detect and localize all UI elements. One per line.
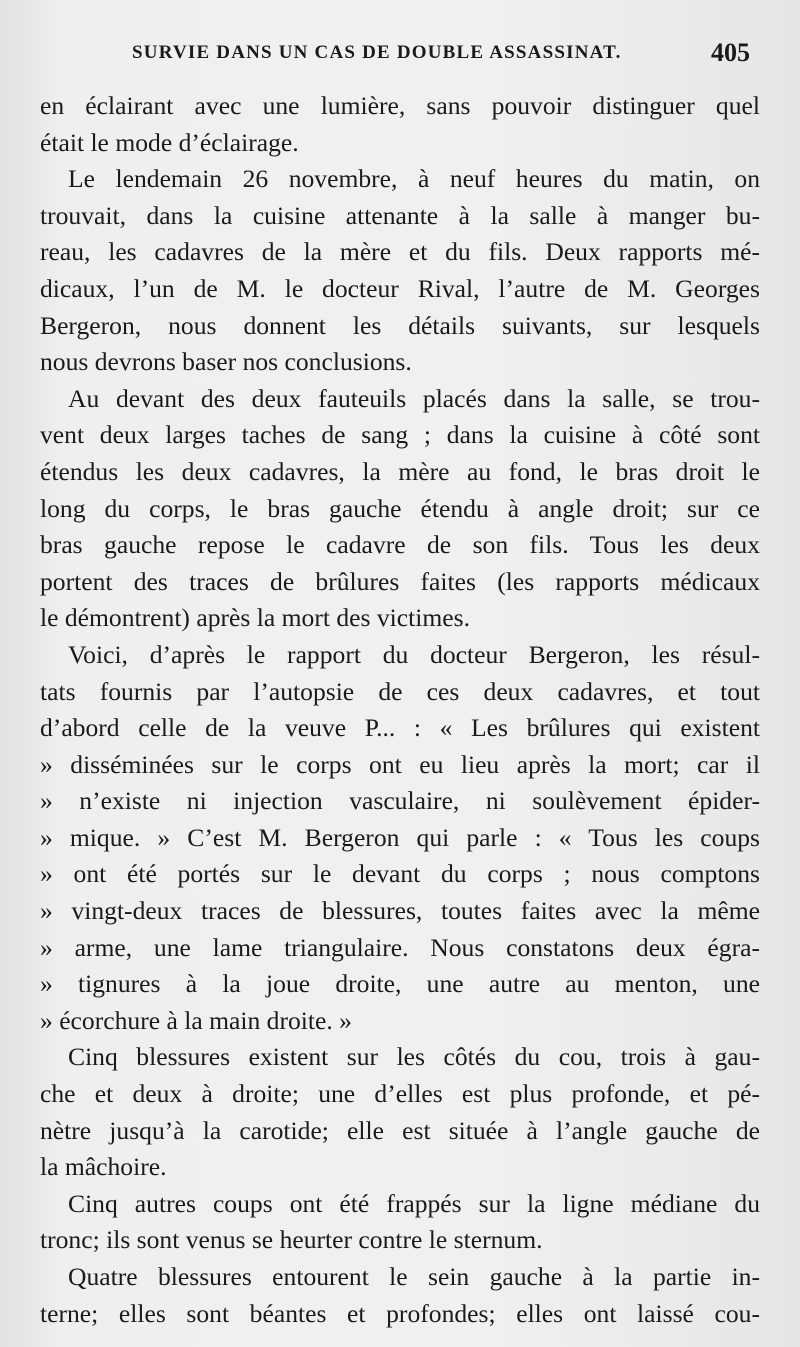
text-line: le démontrent) après la mort des victimes. <box>40 603 470 633</box>
text-line: Voici, d’après le rapport du docteur Bergeron, les résul- <box>68 639 760 669</box>
text-line: che et deux à droite; une d’elles est plus profonde, et pé- <box>40 1079 760 1109</box>
text-line: en éclairant avec une lumière, sans pouvoir distinguer quel <box>40 91 760 120</box>
text-line: nous devrons baser nos conclusions. <box>40 347 412 377</box>
text-line: » ont été portés sur le devant du corps ; nous comptons <box>40 859 760 889</box>
text-line: tats fournis par l’autopsie de ces deux cadavres, et tout <box>40 676 760 706</box>
text-line: d’abord celle de la veuve P... : « Les brûlures qui existent <box>40 713 760 743</box>
text-line: Le lendemain 26 novembre, à neuf heures du matin, on <box>68 164 760 194</box>
text-line: long du corps, le bras gauche étendu à angle droit; sur ce <box>40 493 760 523</box>
text-line: » tignures à la joue droite, une autre au menton, une <box>40 969 760 999</box>
text-line: tronc; ils sont venus se heurter contre le sternum. <box>40 1225 543 1255</box>
text-line: Quatre blessures entourent le sein gauche à la partie in- <box>68 1262 760 1291</box>
running-head <box>40 0 760 88</box>
text-line: portent des traces de brûlures faites (les rapports médicaux <box>40 566 760 596</box>
text-line: nètre jusqu’à la carotide; elle est située à l’angle gauche de <box>40 1115 760 1145</box>
text-line: » arme, une lame triangulaire. Nous constatons deux égra- <box>40 932 760 962</box>
text-line: » n’existe ni injection vasculaire, ni soulèvement épider- <box>40 786 760 816</box>
text-line: reau, les cadavres de la mère et du fils. Deux rapports mé- <box>40 237 760 267</box>
text-line: était le mode d’éclairage. <box>40 127 299 157</box>
text-line: trouvait, dans la cuisine attenante à la salle à manger bu- <box>40 200 760 230</box>
text-line: bras gauche repose le cadavre de son fils. Tous les deux <box>40 530 760 560</box>
text-line: Cinq autres coups ont été frappés sur la ligne médiane du <box>68 1188 760 1218</box>
body-text <box>40 88 760 1332</box>
text-line: Cinq blessures existent sur les côtés du cou, trois à gau- <box>68 1042 760 1072</box>
text-line: » vingt-deux traces de blessures, toutes faites avec la même <box>40 896 760 926</box>
text-line: Au devant des deux fauteuils placés dans la salle, se trou- <box>68 383 760 413</box>
text-line: vent deux larges taches de sang ; dans la cuisine à côté sont <box>40 420 760 450</box>
running-title: SURVIE DANS UN CAS DE DOUBLE ASSASSINAT. <box>132 42 622 63</box>
page-number: 405 <box>711 38 750 67</box>
text-line: » disséminées sur le corps ont eu lieu après la mort; car il <box>40 749 760 779</box>
text-line: dicaux, l’un de M. le docteur Rival, l’autre de M. Georges <box>40 273 760 303</box>
text-line: » écorchure à la main droite. » <box>40 1005 352 1035</box>
text-line: la mâchoire. <box>40 1152 167 1182</box>
text-line: étendus les deux cadavres, la mère au fond, le bras droit le <box>40 456 760 486</box>
text-line: Bergeron, nous donnent les détails suivants, sur lesquels <box>40 310 760 340</box>
text-line: » mique. » C’est M. Bergeron qui parle : « Tous les coups <box>40 822 760 852</box>
text-line: terne; elles sont béantes et profondes; elles ont laissé cou- <box>40 1298 760 1328</box>
